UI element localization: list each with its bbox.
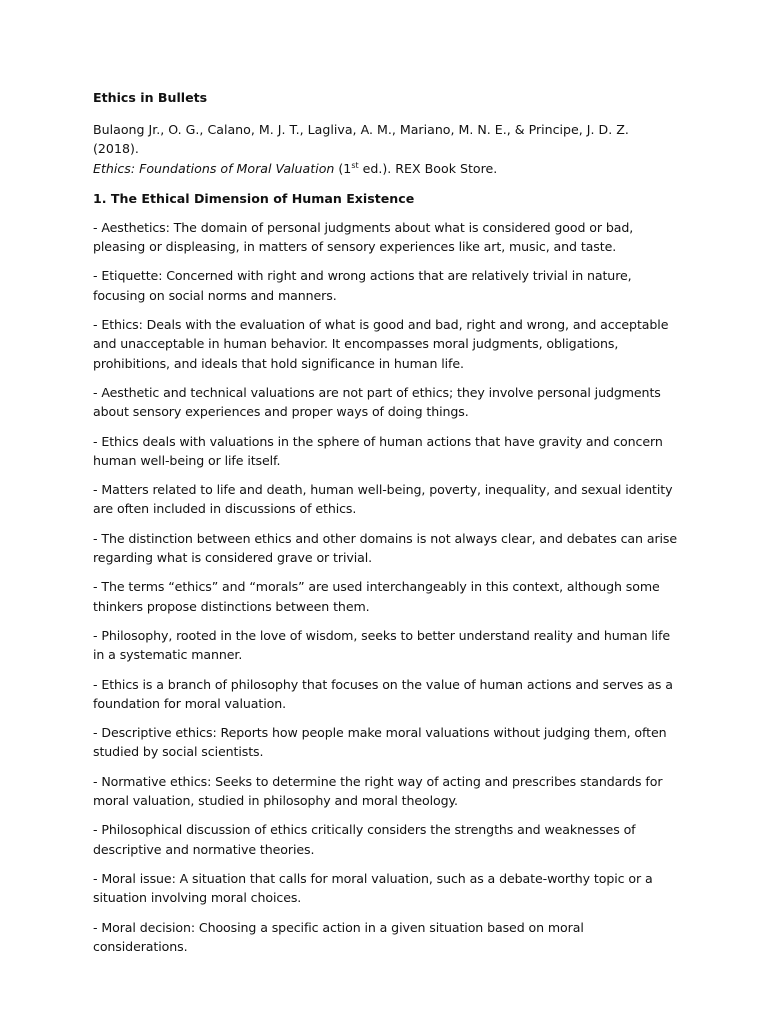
bullet-item: - Moral issue: A situation that calls for moral valuation, such as a debate-worthy topic or a situation involving moral choices.	[93, 870, 653, 906]
bullet-item: - Moral decision: Choosing a specific action in a given situation based on moral considerations.	[93, 919, 584, 954]
bullet-item: - Aesthetic and technical valuations are not part of ethics; they involve personal judgments about sensory experiences and proper ways of doing things.	[93, 384, 661, 420]
bullet-item: - Descriptive ethics: Reports how people make moral valuations without judging them, often studied by social scientists.	[93, 725, 667, 760]
bullet-item: - Etiquette: Concerned with right and wrong actions that are relatively trivial in nature, focusing on social norms and manners.	[93, 268, 632, 303]
bullet-item: - Normative ethics: Seeks to determine the right way of acting and prescribes standards for moral valuation, studied in philosophy and moral theology.	[93, 773, 663, 809]
citation-edition-open: (1	[334, 160, 352, 176]
section-heading: 1. The Ethical Dimension of Human Existence	[93, 190, 415, 206]
bullet-item: - Matters related to life and death, human well-being, poverty, inequality, and sexual identity are often included in discussions of ethics.	[93, 482, 673, 517]
citation	[93, 120, 678, 178]
bullet-item: - The terms “ethics” and “morals” are used interchangeably in this context, although some thinkers propose distinctions between them.	[93, 579, 660, 614]
citation-book-title: Ethics: Foundations of Moral Valuation	[93, 160, 335, 176]
bullet-item: - Ethics is a branch of philosophy that focuses on the value of human actions and serves as a foundation for moral valuation.	[93, 676, 673, 711]
bullet-item: - Philosophical discussion of ethics critically considers the strengths and weaknesses of descriptive and normative theories.	[93, 822, 636, 857]
bullet-item: - The distinction between ethics and other domains is not always clear, and debates can arise regarding what is considered grave or trivial.	[93, 530, 678, 566]
citation-edition-sup: st	[351, 160, 359, 170]
bullet-item: - Ethics deals with valuations in the sphere of human actions that have gravity and concern human well-being or life itself.	[93, 433, 663, 468]
document-title: Ethics in Bullets	[93, 90, 208, 105]
bullet-item: - Aesthetics: The domain of personal judgments about what is considered good or bad, pleasing or displeasing, in matters of sensory experiences like art, music, and taste.	[93, 219, 634, 255]
bullet-item: - Philosophy, rooted in the love of wisdom, seeks to better understand reality and human life in a systematic manner.	[93, 627, 671, 663]
document-page	[93, 88, 678, 966]
citation-authors: Bulaong Jr., O. G., Calano, M. J. T., Lagliva, A. M., Mariano, M. N. E., & Principe, J. D. Z. (2018).	[93, 122, 629, 157]
bullet-item: - Ethics: Deals with the evaluation of what is good and bad, right and wrong, and acceptable and unacceptable in human behavior. It encompasses moral judgments, obligations, prohibitions, and ideals that hold significance in human life.	[93, 317, 669, 371]
citation-edition-close: ed.). REX Book Store.	[358, 160, 498, 176]
